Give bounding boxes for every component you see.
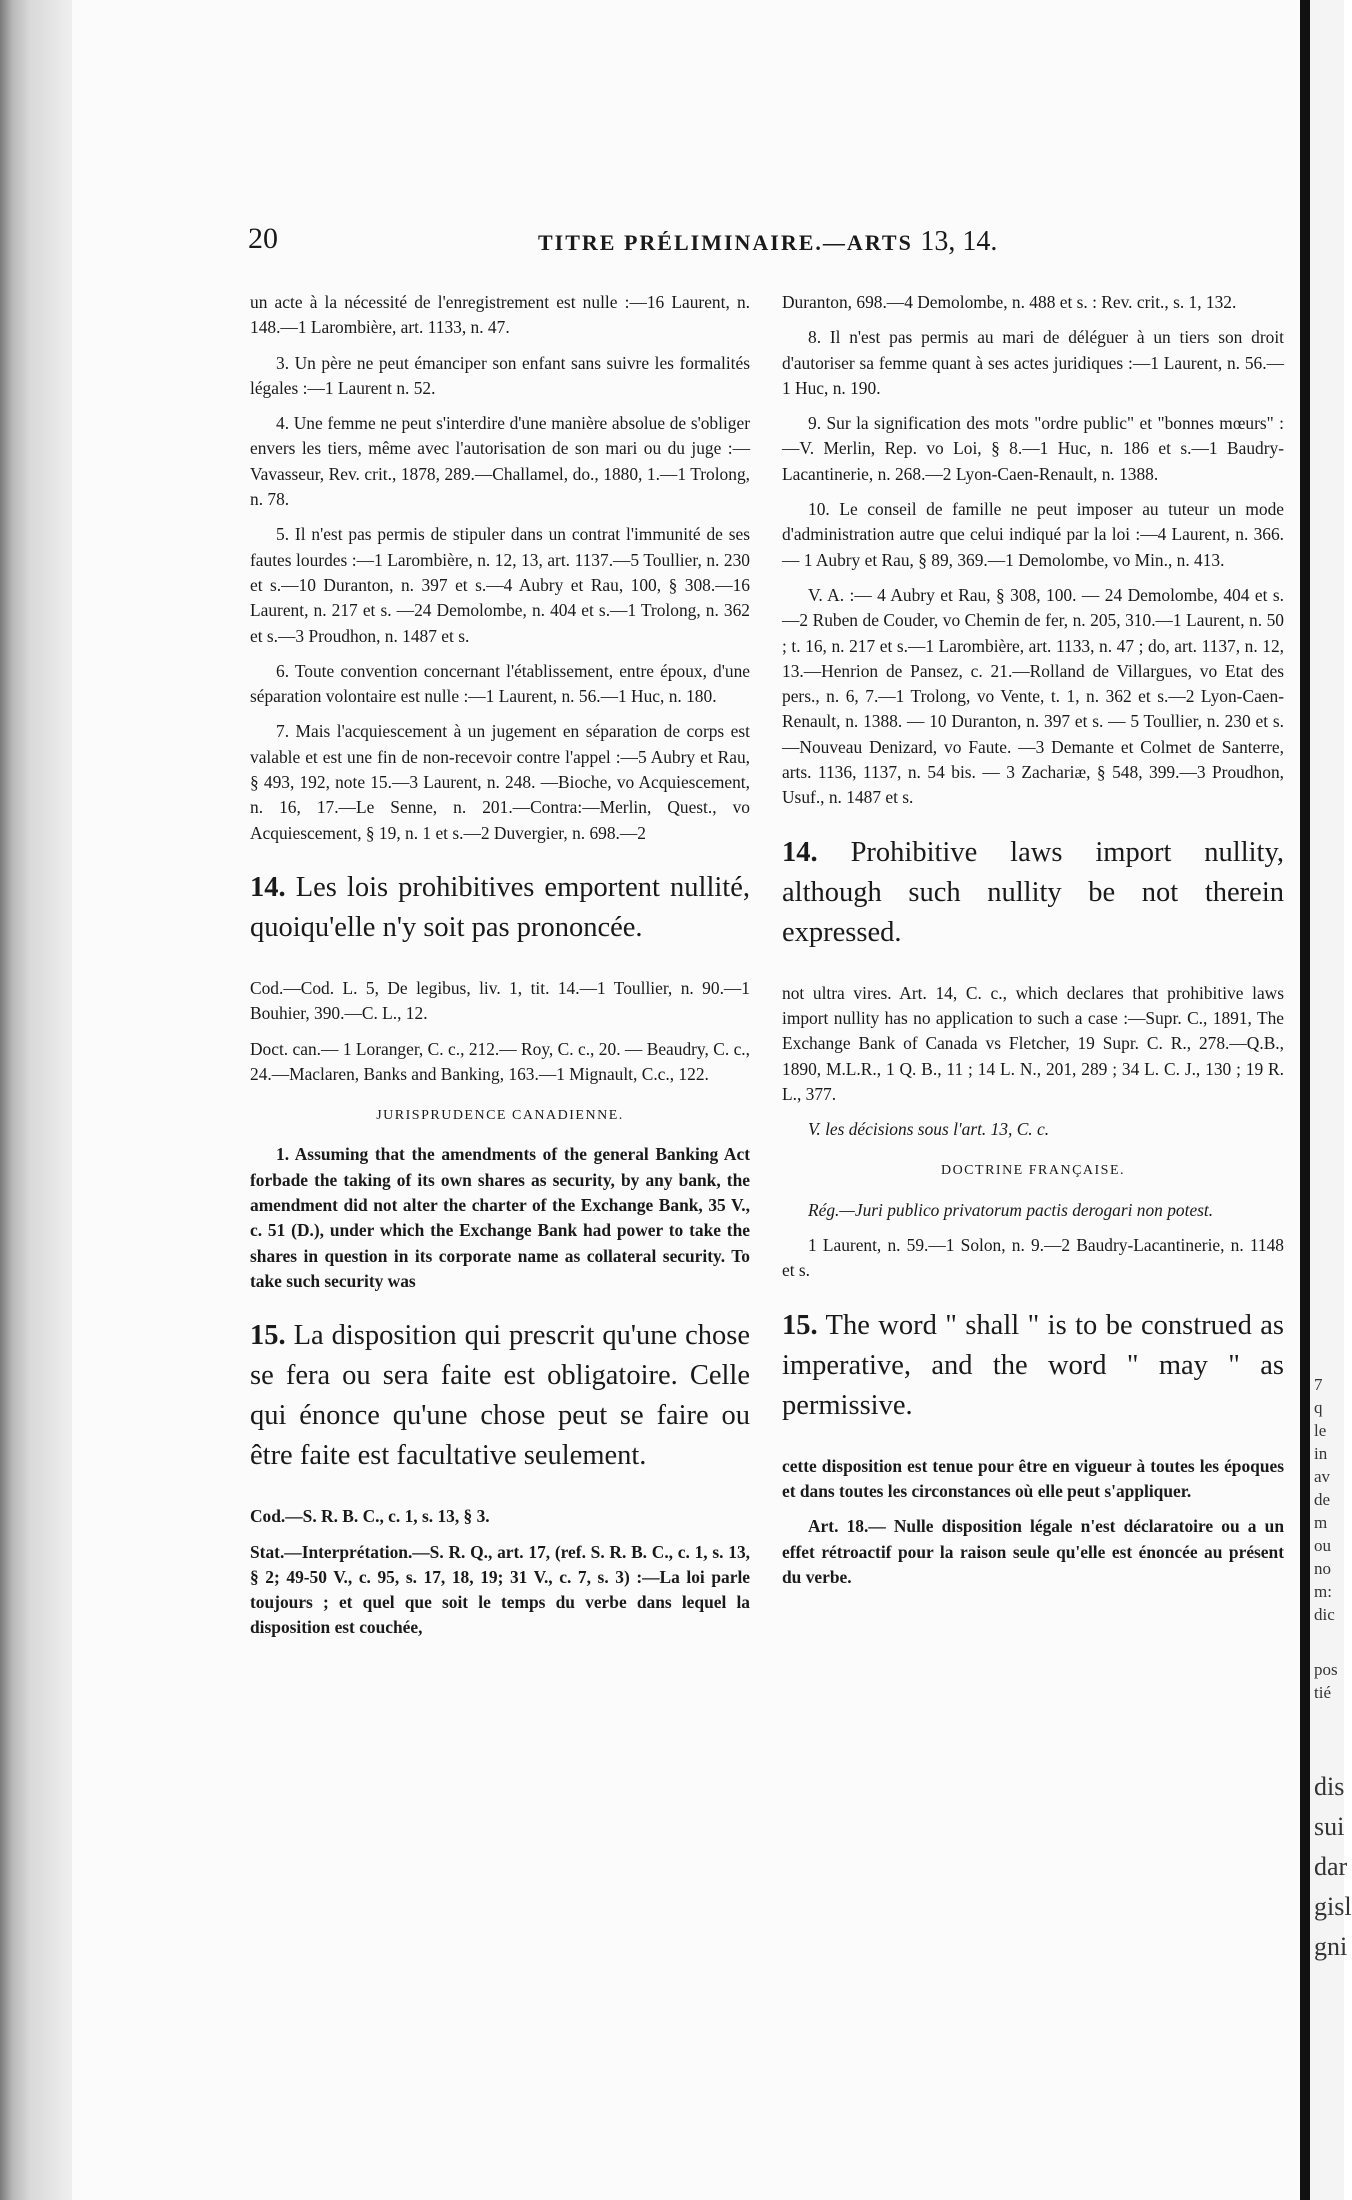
next-page-fragment: tié [1314, 1683, 1331, 1702]
next-page-fragment: no [1314, 1559, 1331, 1578]
jurisprudence-continuation: not ultra vires. Art. 14, C. c., which declares that prohibitive laws import nullity has no application to such a case :—Supr. C., 1891, The Exchange Bank of Canada vs Fletcher, 19 Supr. C. R., 278.—Q.B., 1890, M.L.R., 1 Q. B., 11 ; 14 L. N., 201, 289 ; 34 L. C. J., 130 ; 19 R. L., 377. [782, 982, 1284, 1104]
note-3: 3. Un père ne peut émanciper son enfant sans suivre les formalités légales :—1 Laurent n. 52. [250, 352, 750, 398]
next-page-fragment: ou [1314, 1536, 1331, 1555]
article-14-english [782, 833, 1284, 953]
regle: Rég.—Juri publico privatorum pactis derogari non potest. [808, 1199, 1214, 1220]
codification-15: Cod.—S. R. B. C., c. 1, s. 13, § 3. [250, 1506, 490, 1527]
note-8: 8. Il n'est pas permis au mari de déléguer à un tiers son droit d'autoriser sa femme quant à ses actes juridiques :—1 Laurent, n. 56.— 1 Huc, n. 190. [782, 327, 1284, 398]
page-edge [32, 0, 72, 2200]
article-number: 14. [782, 836, 818, 868]
next-page-fragment: 7 [1314, 1375, 1323, 1394]
see-reference: V. les décisions sous l'art. 13, C. c. [808, 1119, 1050, 1140]
next-page-fragment: sui [1314, 1812, 1345, 1841]
next-page-fragment: m: [1314, 1582, 1332, 1601]
next-page-fragment: de [1314, 1490, 1331, 1509]
article-text: Les lois prohibitives emportent nullité, quoiqu'elle n'y soit pas prononcée. [250, 871, 750, 943]
book-spine-shadow [0, 0, 32, 2200]
page-number: 20 [248, 222, 278, 255]
article-number: 14. [250, 871, 286, 903]
note-10: 10. Le conseil de famille ne peut imposer au tuteur un mode d'administration autre que celui indiqué par la loi :—4 Laurent, n. 366.— 1 Aubry et Rau, § 89, 369.—1 Demolombe, vo Min., n. 413. [782, 499, 1284, 570]
next-page-edge [1310, 0, 1352, 2200]
doctrine-references: 1 Laurent, n. 59.—1 Solon, n. 9.—2 Baudry-Lacantinerie, n. 1148 et s. [782, 1235, 1284, 1281]
note-6: 6. Toute convention concernant l'établissement, entre époux, d'une séparation volontaire est nulle :—1 Laurent, n. 56.—1 Huc, n. 180. [250, 660, 750, 707]
article-18-statute: Art. 18.— Nulle disposition légale n'est déclaratoire ou a un effet rétroactif pour la raison seule qu'elle est énoncée au présent du verbe. [782, 1516, 1284, 1587]
doctrine-canadienne-14: Doct. can.— 1 Loranger, C. c., 212.— Roy, C. c., 20. — Beaudry, C. c., 24.—Maclaren, Banks and Banking, 163.—1 Mignault, C.c., 122. [250, 1038, 750, 1084]
statute-15: Stat.—Interprétation.—S. R. Q., art. 17, (ref. S. R. B. C., c. 1, s. 13, § 2; 49-50 V., c. 95, s. 17, 18, 19; 31 V., c. 7, s. 3) :—La loi parle toujours ; et quel que soit le temps du verbe dans lequel la disposition est couchée, [250, 1541, 750, 1638]
article-text: The word " shall " is to be construed as imperative, and the word " may " as permissive. [782, 1309, 1284, 1421]
section-heading-jurisprudence: JURISPRUDENCE CANADIENNE. [376, 1108, 624, 1124]
note-5: 5. Il n'est pas permis de stipuler dans un contrat l'immunité de ses fautes lourdes :—1 Larombière, n. 12, 13, art. 1137.—5 Toullier, n. 230 et s.—10 Duranton, n. 397 et s.—4 Aubry et Rau, 100, § 308.—16 Laurent, n. 217 et s. —24 Demolombe, n. 404 et s.—1 Trolong, n. 362 et s.—3 Proudhon, n. 1487 et s. [250, 524, 750, 646]
codification-14: Cod.—Cod. L. 5, De legibus, liv. 1, tit. 14.—1 Toullier, n. 90.—1 Bouhier, 390.—C. L., 12. [250, 977, 750, 1024]
note-7: 7. Mais l'acquiescement à un jugement en séparation de corps est valable et est une fin de non-recevoir contre l'appel :—5 Aubry et Rau, § 493, 192, note 15.—3 Laurent, n. 248. —Bioche, vo Acquiescement, n. 16, 17.—Le Senne, n. 201.—Contra:—Merlin, Quest., vo Acquiescement, § 19, n. 1 et s.—2 Duvergier, n. 698.—2 [250, 721, 750, 843]
article-number: 15. [782, 1309, 818, 1341]
right-column-english [782, 290, 1284, 1600]
article-text: Prohibitive laws import nullity, although such nullity be not therein expressed. [782, 836, 1284, 948]
next-page-fragment: pos [1314, 1660, 1338, 1679]
article-15-english [782, 1306, 1284, 1426]
next-page-fragment: gni [1314, 1932, 1348, 1961]
next-page-fragment: dar [1314, 1852, 1348, 1881]
article-number: 15. [250, 1320, 286, 1352]
note-9: 9. Sur la signification des mots "ordre public" et "bonnes mœurs" :—V. Merlin, Rep. vo Loi, § 8.—1 Huc, n. 186 et s.—1 Baudry-Lacantinerie, n. 268.—2 Lyon-Caen-Renault, n. 1388. [782, 413, 1284, 484]
statute-continuation: cette disposition est tenue pour être en vigueur à toutes les époques et dans toutes les circonstances où elle peut s'appliquer. [782, 1455, 1284, 1501]
running-title-arts: 13, 14. [920, 226, 998, 257]
next-page-fragment: le [1314, 1421, 1327, 1440]
running-title [538, 226, 997, 258]
next-page-fragment: dic [1314, 1605, 1335, 1624]
next-page-fragment: q [1314, 1398, 1323, 1417]
next-page-fragment: gisl [1314, 1892, 1352, 1921]
next-page-fragment: in [1314, 1444, 1328, 1463]
jurisprudence-1: 1. Assuming that the amendments of the general Banking Act forbade the taking of its own shares as security, by any bank, the amendment did not alter the charter of the Exchange Bank, 35 V., c. 51 (D.), under which the Exchange Bank had power to take the shares in question in its corporate name as collateral security. To take such security was [250, 1144, 750, 1291]
binding-gutter [1300, 0, 1310, 2200]
next-page-fragment: av [1314, 1467, 1331, 1486]
note-4: 4. Une femme ne peut s'interdire d'une manière absolue de s'obliger envers les tiers, même avec l'autorisation de son mari ou du juge :—Vavasseur, Rev. crit., 1878, 289.—Challamel, do., 1880, 1.—1 Trolong, n. 78. [250, 413, 750, 510]
voir-aussi: V. A. :— 4 Aubry et Rau, § 308, 100. — 24 Demolombe, 404 et s.—2 Ruben de Couder, vo Chemin de fer, n. 205, 310.—1 Laurent, n. 50 ; t. 16, n. 217 et s.—1 Larombière, art. 1133, n. 47 ; do, art. 1137, n. 12, 13.—Henrion de Pansez, c. 21.—Rolland de Villargues, vo Etat des pers., n. 6, 7.—1 Trolong, vo Vente, t. 1, n. 362 et s.—2 Lyon-Caen-Renault, n. 1388. — 10 Duranton, n. 397 et s. — 5 Toullier, n. 230 et s.—Nouveau Denizard, vo Faute. —3 Demante et Colmet de Santerre, arts. 1136, 1137, n. 54 bis. — 3 Zachariæ, § 548, 399.—3 Proudhon, Usuf., n. 1487 et s. [782, 584, 1284, 808]
article-14-french [250, 868, 750, 948]
next-page-fragment: dis [1314, 1772, 1345, 1801]
next-page-fragment: m [1314, 1513, 1328, 1532]
page-header [248, 222, 1188, 262]
note-continuation: un acte à la nécessité de l'enregistrement est nulle :—16 Laurent, n. 148.—1 Larombière, art. 1133, n. 47. [250, 292, 750, 338]
article-15-french [250, 1316, 750, 1476]
running-title-text: TITRE PRÉLIMINAIRE.—ARTS [538, 230, 913, 255]
left-column-french [250, 290, 750, 1651]
section-heading-doctrine: DOCTRINE FRANÇAISE. [940, 1163, 1126, 1179]
note-continuation: Duranton, 698.—4 Demolombe, n. 488 et s. : Rev. crit., s. 1, 132. [782, 292, 1237, 312]
article-text: La disposition qui prescrit qu'une chose se fera ou sera faite est obligatoire. Celle qui énonce qu'une chose peut se faire ou être faite est facultative seulement. [250, 1320, 751, 1472]
